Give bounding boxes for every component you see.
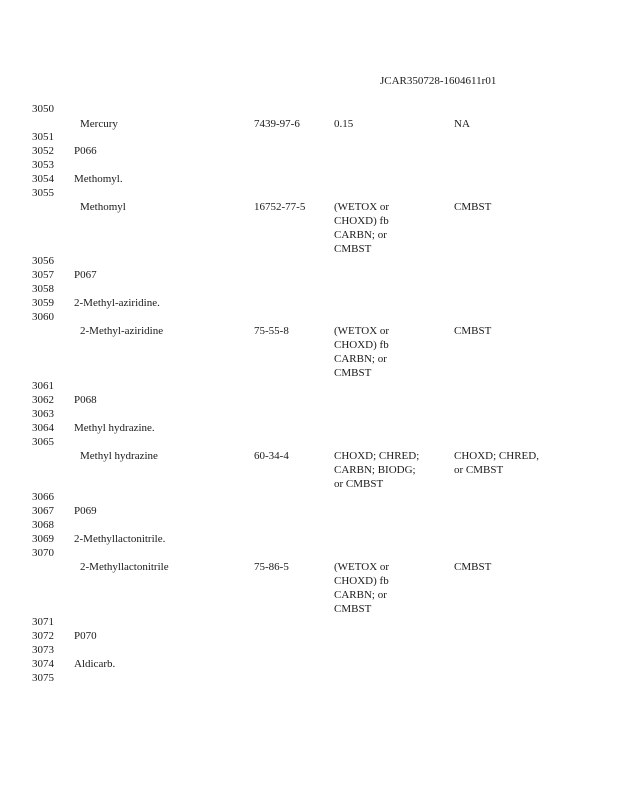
wastewater-standard: (WETOX or CHOXD) fb CARBN; or CMBST <box>334 201 390 255</box>
wastewater-standard: (WETOX or CHOXD) fb CARBN; or CMBST <box>334 561 390 615</box>
cas-number: 75-86-5 <box>254 561 289 573</box>
line-number: 3055 <box>32 187 54 199</box>
line-number: 3065 <box>32 436 54 448</box>
nonwastewater-standard: CMBST <box>454 325 492 337</box>
line-number: 3054 <box>32 173 54 185</box>
waste-code: P069 <box>74 505 97 517</box>
line-number: 3060 <box>32 311 54 323</box>
constituent-name: 2-Methyl-aziridine <box>80 325 164 337</box>
waste-code: P070 <box>74 630 97 642</box>
line-number: 3066 <box>32 491 54 503</box>
waste-title: 2-Methyllactonitrile. <box>74 533 166 545</box>
line-number: 3051 <box>32 131 54 143</box>
line-number: 3075 <box>32 672 54 684</box>
line-number: 3057 <box>32 269 54 281</box>
nonwastewater-standard: NA <box>454 118 470 130</box>
line-number: 3061 <box>32 380 54 392</box>
constituent-name: Methyl hydrazine <box>80 450 158 462</box>
line-number: 3052 <box>32 145 54 157</box>
cas-number: 60-34-4 <box>254 450 289 462</box>
line-number: 3062 <box>32 394 54 406</box>
cas-number: 16752-77-5 <box>254 201 306 213</box>
line-number: 3056 <box>32 255 54 267</box>
waste-title: Methyl hydrazine. <box>74 422 155 434</box>
nonwastewater-standard: CMBST <box>454 561 492 573</box>
waste-title: 2-Methyl-aziridine. <box>74 297 160 309</box>
constituent-name: 2-Methyllactonitrile <box>80 561 169 573</box>
line-number: 3068 <box>32 519 54 531</box>
waste-code: P067 <box>74 269 97 281</box>
constituent-name: Mercury <box>80 118 118 130</box>
line-number: 3069 <box>32 533 54 545</box>
line-number: 3050 <box>32 103 54 115</box>
line-number: 3070 <box>32 547 54 559</box>
line-number: 3067 <box>32 505 54 517</box>
waste-code: P068 <box>74 394 97 406</box>
wastewater-standard: CHOXD; CHRED; CARBN; BIODG; or CMBST <box>334 450 420 490</box>
constituent-name: Methomyl <box>80 201 126 213</box>
line-number: 3063 <box>32 408 54 420</box>
wastewater-standard: 0.15 <box>334 118 354 130</box>
line-number: 3053 <box>32 159 54 171</box>
line-number: 3071 <box>32 616 54 628</box>
line-number: 3072 <box>32 630 54 642</box>
cas-number: 7439-97-6 <box>254 118 300 130</box>
nonwastewater-standard: CHOXD; CHRED, or CMBST <box>454 450 539 476</box>
waste-title: Aldicarb. <box>74 658 116 670</box>
cas-number: 75-55-8 <box>254 325 289 337</box>
line-number: 3059 <box>32 297 54 309</box>
line-number: 3073 <box>32 644 54 656</box>
line-number: 3064 <box>32 422 54 434</box>
nonwastewater-standard: CMBST <box>454 201 492 213</box>
line-number: 3074 <box>32 658 54 670</box>
wastewater-standard: (WETOX or CHOXD) fb CARBN; or CMBST <box>334 325 390 379</box>
waste-code: P066 <box>74 145 97 157</box>
waste-title: Methomyl. <box>74 173 123 185</box>
document-id-header: JCAR350728-1604611r01 <box>380 75 497 87</box>
line-number: 3058 <box>32 283 54 295</box>
